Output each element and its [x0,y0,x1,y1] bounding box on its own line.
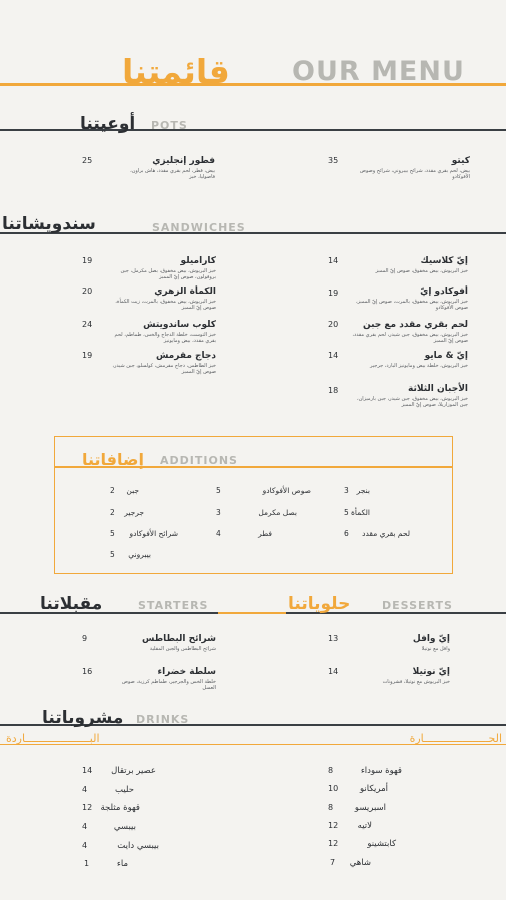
starters-rule [0,612,218,614]
item-price: 19 [328,289,339,298]
additions-title-en: ADDITIONS [160,454,238,467]
addition-name: صوص الأفوكادو [262,486,311,495]
addition-name: بيبروني [128,550,151,559]
item-desc: خبز البريوش، بيض مخفوق، بالمرت، زيت الكمأة، صوص إيّ الممبز [115,299,216,311]
pots-item-1 [115,156,215,180]
item-name: إيّ وافل [412,634,450,644]
item-desc: خبز البريوش، بيض مخفوق، صوص إيّ الممبز [375,268,468,274]
drink-name: ماء [116,859,128,869]
item-desc: خبز البريوش، بيض مخفوق، بصل مكرمل، جبن بروفولون، صوص إيّ الممبز [120,268,216,280]
addition-name: الكمأة [350,508,370,517]
addition-name: جرجير [124,508,144,517]
addition-name: بنجر [356,486,370,495]
desserts-title-en: DESSERTS [382,599,453,612]
drink-price: 12 [82,803,93,812]
item-desc: خبز البريوش مع نوتيلا، فشرونات [382,679,450,685]
item-price: 13 [328,634,339,643]
item-name: دجاج مقرمش [155,351,216,361]
drink-name: قهوة سوداء [360,766,402,776]
sandwich-left-1 [108,256,216,280]
addition-price: 3 [216,508,221,517]
item-price: 14 [328,667,339,676]
item-desc: خبز الطاطس، دجاج مقرمش، كولسلو، جبن شيدر، صوص إيّ الممبز [112,363,216,375]
sandwich-right-2 [350,287,468,311]
item-name: إيّ نوتيلا [412,667,450,677]
pots-item-2 [350,156,470,180]
drink-price: 1 [84,859,90,868]
item-name: الكمأة الزهري [154,287,216,297]
item-name: كلوب ساندويتش [143,320,216,330]
drink-name: شاهي [349,858,371,868]
starters-title-en: STARTERS [138,599,209,612]
item-name: كاراميلو [180,256,216,266]
item-name: شرائح البطاطس [141,634,216,644]
item-desc: بيض، فطر، لحم بقري مقدد، هاش براون، فاصوليا، خبز [130,168,215,180]
addition-price: 3 [344,486,349,495]
item-desc: خبز البريوش، بيض مخفوق، جبن شيدر، لحم بقري مقدد، صوص إيّ الممبز [352,332,468,344]
addition-name: جبن [126,486,139,495]
drink-name: بيبسي [113,822,136,832]
sandwich-right-1 [350,256,468,274]
drink-name: أمريكانو [359,784,388,794]
drink-price: 10 [328,784,339,793]
addition-name: شرائح الأفوكادو [129,529,178,538]
addition-price: 2 [110,486,115,495]
drink-price: 14 [82,766,93,775]
drink-price: 8 [328,803,334,812]
sandwich-right-3 [350,320,468,344]
addition-price: 6 [344,529,349,538]
drink-price: 7 [330,858,336,867]
sandwiches-title-ar: سندويشاتنا [2,214,96,234]
addition-price: 5 [110,529,115,538]
item-desc: خبز البريوش، خلطة بيض ومايونيز البارد، جرجير [370,363,468,369]
addition-price: 2 [110,508,115,517]
item-price: 19 [82,351,93,360]
drink-name: حليب [115,785,134,795]
item-price: 20 [82,287,93,296]
desserts-accent-rule [256,612,286,614]
drinks-title-en: DRINKS [136,713,190,726]
item-desc: شرائح البطاطس والجبن المقلية [149,646,216,652]
starters-accent-rule [218,612,256,614]
item-price: 35 [328,156,339,165]
drink-price: 4 [82,822,88,831]
starter-item-2 [108,667,216,691]
item-price: 18 [328,386,339,395]
item-name: كيتو [451,156,470,166]
menu-title-ar: قائمتنا [122,52,230,91]
drink-price: 12 [328,821,339,830]
pots-title-ar: أوعيتنا [80,114,136,134]
addition-name: فطر [258,529,272,538]
item-price: 14 [328,351,339,360]
drink-name: لاتيه [357,821,372,831]
item-desc: خبز التوست، خلطة الدجاج والخس، طماطم، لحم بقري مقدد، بيض ومايونيز [114,332,216,344]
item-name: الأجبان الثلاثة [408,384,468,394]
addition-price: 5 [344,508,349,517]
item-price: 19 [82,256,93,265]
item-price: 25 [82,156,93,165]
addition-name: لحم بقري مقدد [362,529,410,538]
item-desc: بيض، لحم بقري مقدد، شرائح بيبروني، شرائح وصوص الأفوكادو [359,168,470,180]
drinks-cold-label: البــــــــــــــــــــاردة [6,732,100,745]
sandwiches-title-en: SANDWICHES [152,221,246,234]
item-name: فطور إنجليزي [152,156,215,166]
drink-price: 8 [328,766,334,775]
addition-price: 5 [110,550,115,559]
drink-name: اسبريسو [354,803,386,813]
pots-title-en: POTS [151,119,188,132]
dessert-item-2 [350,667,450,685]
item-name: لحم بقري مقدد مع جبن [362,320,468,330]
drink-price: 12 [328,839,339,848]
drink-name: كابتشينو [367,839,396,849]
drinks-title-ar: مشروباتنا [42,708,124,728]
item-desc: خبز البريوش، بيض مخفوق، بالمرت، صوص إيّ الممبز، صوص الأفوكادو [355,299,468,311]
sandwich-left-4 [108,351,216,375]
drink-price: 4 [82,841,88,850]
dessert-item-1 [350,634,450,652]
sandwich-right-4 [350,351,468,369]
additions-title-ar: إضافاتنا [82,450,144,469]
drink-name: بيبسي دايت [117,841,159,851]
starter-item-1 [108,634,216,652]
item-desc: وافل مع نوتيلا [421,646,450,652]
item-desc: خبز البريوش، بيض مخفوق، جبن شيدر، جبن بارميزان، جبن الموزاريلا، صوص إيّ الممبز [356,396,468,408]
sandwich-left-2 [108,287,216,311]
addition-price: 5 [216,486,221,495]
drinks-hot-label: الحــــــــــــــــــــارة [409,732,502,745]
drink-name: قهوة مثلجة [100,803,140,813]
addition-name: بصل مكرمل [258,508,297,517]
item-name: إيّ & مايو [424,351,468,361]
menu-title-en: OUR MENU [292,56,465,87]
item-desc: خلطة الخس والجرجير، طماطم كرزية، صوص العسل [121,679,216,691]
item-name: سلطة خضراء [157,667,216,677]
sandwich-right-5 [350,384,468,408]
sandwich-left-3 [108,320,216,344]
item-price: 9 [82,634,88,643]
item-price: 16 [82,667,93,676]
item-price: 20 [328,320,339,329]
item-name: إيّ كلاسيك [420,256,468,266]
pots-rule [0,129,506,131]
drink-price: 4 [82,785,88,794]
addition-price: 4 [216,529,221,538]
drink-name: عصير برتقال [111,766,156,776]
item-name: أفوكادو إيّ [420,287,468,297]
item-price: 24 [82,320,93,329]
item-price: 14 [328,256,339,265]
starters-title-ar: مقبلاتنا [40,594,103,614]
desserts-title-ar: حلوياتنا [288,594,351,614]
